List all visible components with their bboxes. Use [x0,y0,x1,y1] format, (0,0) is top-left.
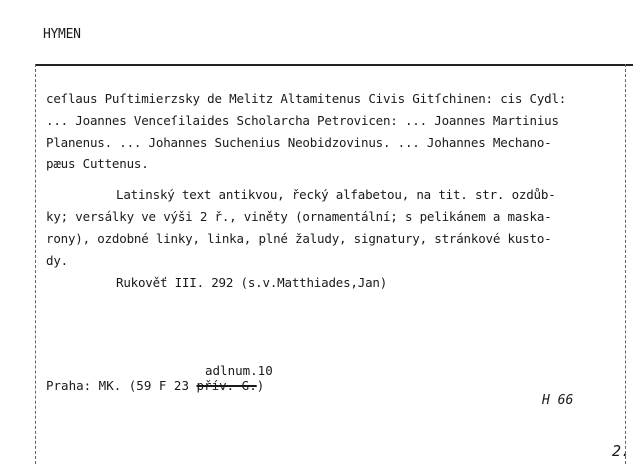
body-line-2: ... Joannes Venceſilaides Scholarcha Petrovicen: ... Joannes Martinius [46,113,559,128]
location-struck: přív. G. [196,378,257,393]
top-rule [35,64,633,66]
adlnum-annotation: adlnum.10 [205,363,273,378]
signature-mark: H 66 [542,393,574,408]
description-line-3: rony), ozdobné linky, linka, plné žaludy, signatury, stránkové kusto- [46,231,552,246]
location-suffix: ) [256,378,265,393]
card-heading: HYMEN [43,27,81,42]
body-line-1: ceſlaus Puſtimierzsky de Melitz Altamitenus Civis Gitſchinen: cis Cydl: [46,91,567,106]
description-line-1: Latinský text antikvou, řecký alfabetou, na tit. str. ozdůb- [116,187,556,202]
description-line-4: dy. [46,253,68,268]
left-margin-rule [35,64,36,464]
body-line-3: Planenus. ... Johannes Suchenius Neobidzovinus. ... Johannes Mechano- [46,135,552,150]
description-line-2: ky; versálky ve výši 2 ř., viněty (ornamentální; s pelikánem a maska- [46,209,552,224]
reference-line: Rukověť III. 292 (s.v.Matthiades,Jan) [116,275,388,290]
page-mark: 2. [612,442,631,460]
location-line [46,378,264,393]
location-prefix: Praha: MK. (59 F 23 [46,378,197,393]
right-margin-rule [625,64,626,464]
body-line-4: pæus Cuttenus. [46,156,149,171]
